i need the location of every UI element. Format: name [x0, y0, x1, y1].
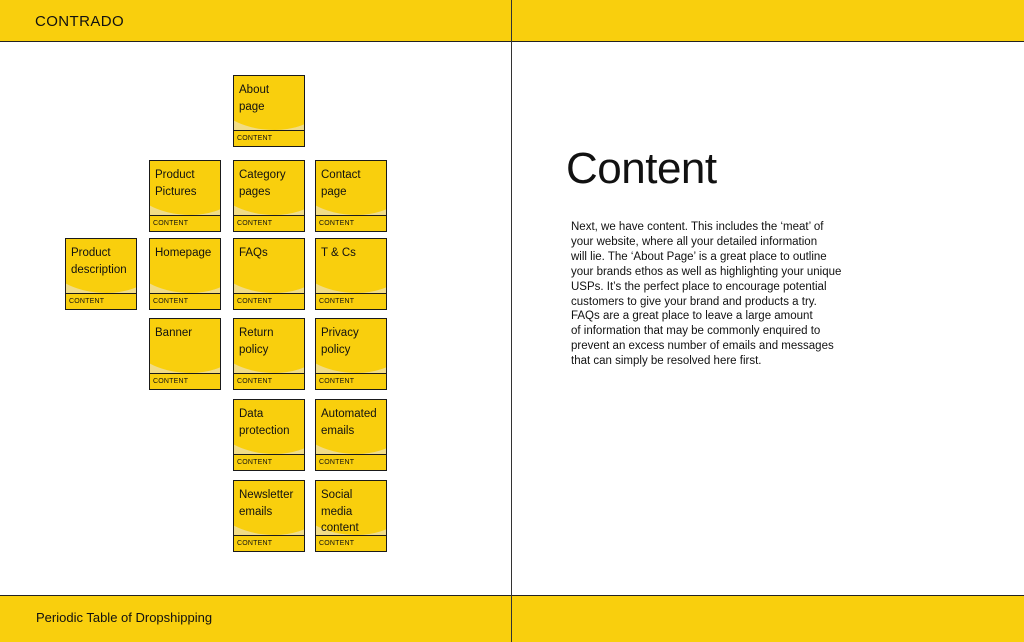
tile-name-line: Return [239, 327, 274, 339]
tile-privacy-policy [315, 318, 387, 390]
tile-tag: CONTENT [316, 454, 386, 470]
tile-tag: CONTENT [150, 293, 220, 309]
tile-tag: CONTENT [316, 535, 386, 551]
tile-name [239, 82, 302, 115]
tile-name [321, 487, 384, 537]
tile-tag: CONTENT [234, 293, 304, 309]
tile-product-description [65, 238, 137, 310]
tile-faqs [233, 238, 305, 310]
section-body [571, 220, 891, 369]
tile-name [239, 487, 302, 520]
tile-name-line: Data [239, 408, 264, 420]
body-line: your website, where all your detailed information [571, 235, 818, 248]
body-line: prevent an excess number of emails and messages [571, 340, 834, 353]
tile-tag: CONTENT [234, 215, 304, 231]
tile-about-page [233, 75, 305, 147]
tile-name-line: Pictures [155, 185, 197, 198]
tile-tag: CONTENT [316, 293, 386, 309]
tile-tag: CONTENT [316, 215, 386, 231]
header-bar [0, 0, 1024, 42]
tile-tag: CONTENT [234, 130, 304, 146]
tile-name-line: Product [155, 169, 195, 181]
tile-name-line: description [71, 263, 127, 276]
body-line: your brands ethos as well as highlighting your unique [571, 265, 842, 278]
tile-tag: CONTENT [234, 373, 304, 389]
tile-category-pages [233, 160, 305, 232]
tile-tag: CONTENT [316, 373, 386, 389]
tile-name-line: Homepage [155, 247, 212, 259]
page-divider [511, 0, 512, 642]
body-line: will lie. The ‘About Page’ is a great place to outline [571, 250, 827, 263]
tile-name-line: page [321, 185, 347, 198]
tile-automated-emails [315, 399, 387, 471]
tile-name-line: policy [321, 343, 351, 356]
tile-tag: CONTENT [150, 373, 220, 389]
tile-data-protection [233, 399, 305, 471]
section-heading: Content [566, 144, 717, 193]
tile-name-line: Category [239, 169, 286, 181]
tile-name-line: pages [239, 185, 271, 198]
tile-name-line: About [239, 84, 270, 96]
tile-name [155, 245, 218, 262]
brand-logo-text: CONTRADO [35, 13, 125, 30]
tile-name-line: emails [321, 424, 355, 437]
tile-name-line: content [321, 522, 359, 534]
tile-name-line: FAQs [239, 247, 268, 259]
tile-social-media-content [315, 480, 387, 552]
body-line: of information that may be commonly enquired to [571, 325, 821, 338]
tile-name-line: Contact [321, 169, 361, 181]
tile-name-line: page [239, 100, 265, 113]
tile-name [239, 406, 302, 439]
body-line: customers to give your brand and products a try. [571, 295, 817, 308]
tile-name [71, 245, 134, 278]
tile-t-and-cs [315, 238, 387, 310]
tile-name [155, 325, 218, 342]
tile-name [321, 167, 384, 200]
tile-newsletter-emails [233, 480, 305, 552]
tile-name-line: Product [71, 247, 111, 259]
tile-name-line: emails [239, 505, 273, 518]
tile-contact-page [315, 160, 387, 232]
tile-name-line: policy [239, 343, 269, 356]
tile-name-line: Privacy [321, 327, 359, 339]
footer-title: Periodic Table of Dropshipping [36, 610, 213, 625]
tile-name [239, 167, 302, 200]
tile-name-line: T & Cs [321, 247, 356, 259]
body-line: USPs. It’s the perfect place to encourage potential [571, 280, 827, 293]
tile-product-pictures [149, 160, 221, 232]
tile-name [321, 406, 384, 439]
tile-name-line: Social [321, 489, 353, 501]
tile-return-policy [233, 318, 305, 390]
tile-name [239, 325, 302, 358]
tile-name-line: Newsletter [239, 489, 294, 501]
tile-banner [149, 318, 221, 390]
tile-name [155, 167, 218, 200]
tile-name [321, 325, 384, 358]
body-line: Next, we have content. This includes the ‘meat’ of [571, 221, 824, 233]
tile-tag: CONTENT [150, 215, 220, 231]
body-line: that can simply be resolved here first. [571, 355, 762, 368]
tile-name-line: media [321, 505, 353, 518]
tile-tag: CONTENT [66, 293, 136, 309]
body-line: FAQs are a great place to leave a large amount [571, 310, 813, 323]
tile-tag: CONTENT [234, 535, 304, 551]
tile-name-line: Banner [155, 327, 193, 339]
tile-tag: CONTENT [234, 454, 304, 470]
tile-name-line: Automated [321, 408, 377, 420]
tile-name-line: protection [239, 424, 290, 437]
tile-name [239, 245, 302, 262]
tile-name [321, 245, 384, 262]
tile-homepage [149, 238, 221, 310]
